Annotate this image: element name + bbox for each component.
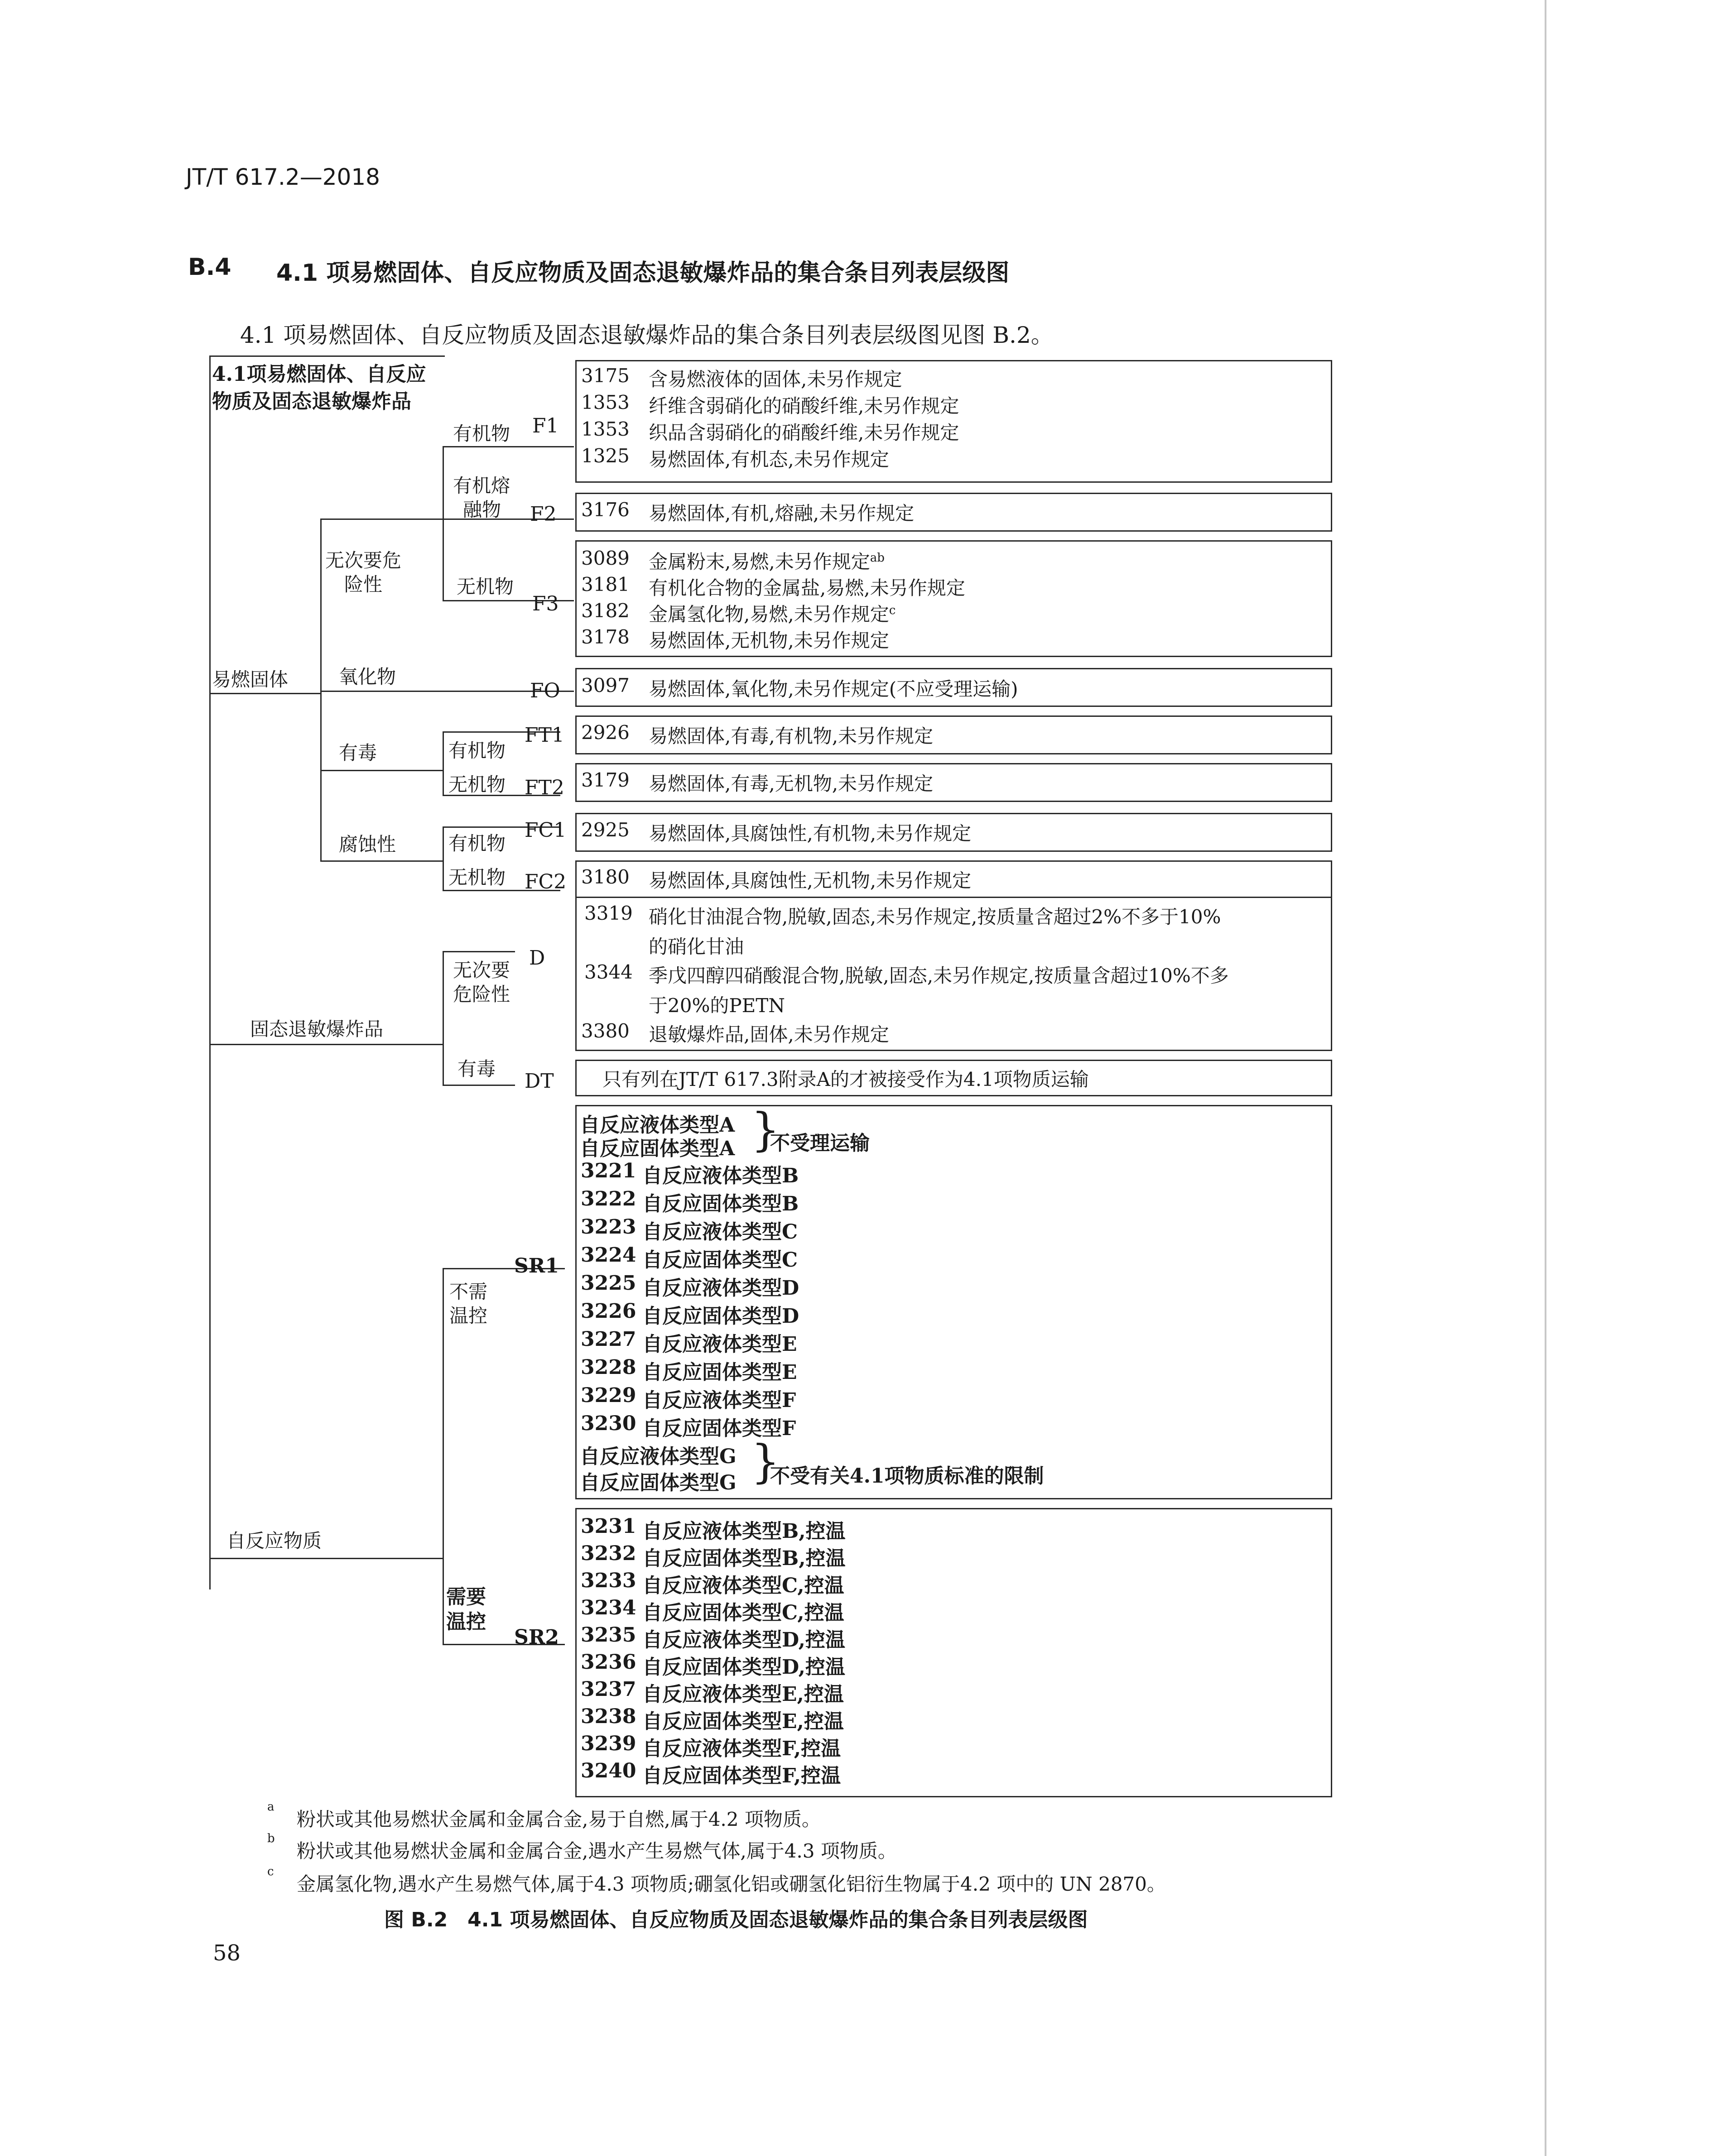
sr1-g-solid: 自反应固体类型G: [580, 1471, 737, 1494]
code-f1: F1: [532, 414, 559, 437]
sr1-a-note: 不受理运输: [770, 1132, 870, 1155]
footnote-mark-c: c: [267, 1865, 274, 1878]
f3-name-3: 金属氢化物,易燃,未另作规定$^c$: [649, 603, 896, 625]
sr1-un-8: 3228: [581, 1356, 636, 1379]
inorganic-label: 无机物: [457, 576, 514, 598]
footnote-a: 粉状或其他易燃状金属和金属合金,易于自燃,属于4.2 项物质。: [297, 1808, 821, 1830]
toxic-vertical: [443, 731, 444, 795]
no-sub-risk-vertical: [443, 446, 444, 600]
sr1-un-7: 3227: [581, 1328, 636, 1351]
d-line: [443, 951, 515, 952]
f1-name-4: 易燃固体,有机态,未另作规定: [649, 448, 889, 471]
sr2-un-9: 3239: [581, 1732, 636, 1755]
f3-un-2: 3181: [581, 573, 630, 595]
sr1-g-note: 不受有关4.1项物质标准的限制: [770, 1465, 1044, 1488]
f1-un-3: 1353: [581, 418, 630, 440]
standard-code: JT/T 617.2—2018: [186, 164, 380, 190]
sr2-un-10: 3240: [581, 1759, 636, 1782]
footnote-mark-b: b: [267, 1832, 275, 1845]
sr1-un-6: 3226: [581, 1300, 636, 1323]
code-d: D: [529, 946, 545, 970]
code-f3: F3: [532, 592, 559, 615]
sr2-name-3: 自反应液体类型C,控温: [642, 1574, 844, 1597]
d-name-1a: 硝化甘油混合物,脱敏,固态,未另作规定,按质量含超过2%不多于10%: [649, 906, 1221, 928]
ft2-name: 易燃固体,有毒,无机物,未另作规定: [649, 773, 934, 795]
code-f2: F2: [530, 503, 557, 526]
f1-un-4: 1325: [581, 445, 630, 467]
f1-un-1: 3175: [581, 365, 630, 387]
d-name-3: 退敏爆炸品,固体,未另作规定: [649, 1023, 889, 1046]
organic-label: 有机物: [453, 423, 510, 445]
f3-name-1: 金属粉末,易燃,未另作规定$^{ab}$: [649, 551, 885, 573]
f1-name-3: 织品含弱硝化的硝酸纤维,未另作规定: [649, 422, 959, 444]
sr1-name-8: 自反应固体类型E: [642, 1361, 797, 1384]
f1-name-1: 含易燃液体的固体,未另作规定: [649, 368, 902, 390]
sr2-name-8: 自反应固体类型E,控温: [642, 1710, 844, 1733]
figure-caption: 图 B.2 4.1 项易燃固体、自反应物质及固态退敏爆炸品的集合条目列表层级图: [384, 1908, 1088, 1931]
desens-label: 固态退敏爆炸品: [250, 1018, 384, 1040]
corrosive-organic-label: 有机物: [448, 832, 506, 855]
sr1-un-9: 3229: [581, 1384, 636, 1407]
sr2-un-8: 3238: [581, 1705, 636, 1728]
desens-vertical: [443, 951, 444, 1085]
root-label-line1: 4.1项易燃固体、自反应: [212, 363, 426, 386]
f3-un-1: 3089: [581, 547, 630, 569]
f3-name-2: 有机化合物的金属盐,易燃,未另作规定: [649, 577, 965, 599]
desens-line: [209, 1044, 443, 1045]
f3-un-3: 3182: [581, 600, 630, 622]
f1-line: [443, 446, 574, 447]
sr2-name-2: 自反应固体类型B,控温: [642, 1547, 846, 1570]
f3-name-4: 易燃固体,无机物,未另作规定: [649, 629, 889, 652]
fc1-name: 易燃固体,具腐蚀性,有机物,未另作规定: [649, 822, 972, 845]
no-temp-label-2: 温控: [449, 1305, 488, 1327]
footnote-b: 粉状或其他易燃状金属和金属合金,遇水产生易燃气体,属于4.3 项物质。: [297, 1840, 897, 1862]
sr1-un-1: 3221: [581, 1159, 636, 1182]
code-fo: FO: [530, 679, 560, 702]
d-name-2b: 于20%的PETN: [649, 994, 785, 1017]
fc1-un: 2925: [581, 819, 630, 841]
sr2-un-4: 3234: [581, 1596, 636, 1619]
ft1-name: 易燃固体,有毒,有机物,未另作规定: [649, 725, 934, 747]
fo-name: 易燃固体,氧化物,未另作规定(不应受理运输): [649, 678, 1018, 700]
d-un-1: 3319: [584, 902, 633, 924]
sr1-name-2: 自反应固体类型B: [642, 1192, 799, 1215]
root-label-line2: 物质及固态退敏爆炸品: [212, 390, 411, 413]
organic-melt-label-1: 有机熔: [453, 475, 510, 497]
code-fc2: FC2: [525, 870, 567, 893]
ft2-un: 3179: [581, 769, 630, 791]
sr2-name-4: 自反应固体类型C,控温: [642, 1601, 844, 1624]
brace-a: }: [751, 1103, 780, 1156]
self-react-vertical: [443, 1268, 444, 1644]
sr1-name-9: 自反应液体类型F: [642, 1389, 796, 1412]
tree-spine: [209, 355, 211, 1589]
sr1-a-solid: 自反应固体类型A: [580, 1137, 735, 1160]
f2-un: 3176: [581, 499, 630, 521]
d-name-2a: 季戊四醇四硝酸混合物,脱敏,固态,未另作规定,按质量含超过10%不多: [649, 965, 1229, 987]
fc2-un: 3180: [581, 866, 630, 888]
no-sub-risk-label-1: 无次要危: [325, 549, 402, 571]
sr1-name-5: 自反应液体类型D: [642, 1277, 799, 1300]
f2-name: 易燃固体,有机,熔融,未另作规定: [649, 502, 915, 524]
dt-text: 只有列在JT/T 617.3附录A的才被接受作为4.1项物质运输: [602, 1068, 1089, 1090]
sr1-un-4: 3224: [581, 1244, 636, 1267]
ft1-un: 2926: [581, 721, 630, 744]
sr1-name-7: 自反应液体类型E: [642, 1333, 797, 1356]
sr2-un-3: 3233: [581, 1569, 636, 1592]
sr2-name-7: 自反应液体类型E,控温: [642, 1683, 844, 1706]
d-un-2: 3344: [584, 961, 633, 983]
toxic-line: [320, 770, 443, 771]
root-top-line: [209, 355, 445, 357]
toxic-inorganic-label: 无机物: [448, 773, 506, 796]
sr1-un-5: 3225: [581, 1272, 636, 1295]
sr1-name-10: 自反应固体类型F: [642, 1417, 796, 1440]
sr1-name-6: 自反应固体类型D: [642, 1305, 799, 1328]
self-react-line: [209, 1558, 443, 1559]
code-ft2: FT2: [525, 776, 564, 799]
section-number: B.4: [188, 254, 231, 281]
sr1-name-4: 自反应固体类型C: [642, 1248, 798, 1272]
footnote-mark-a: a: [267, 1800, 274, 1814]
organic-melt-label-2: 融物: [463, 499, 501, 521]
corrosive-label: 腐蚀性: [339, 833, 396, 855]
sr2-un-1: 3231: [581, 1515, 636, 1538]
toxic-organic-label: 有机物: [448, 739, 506, 762]
flam-solid-label: 易燃固体: [212, 668, 289, 691]
no-temp-label-1: 不需: [449, 1281, 488, 1303]
no-sub-risk-line: [320, 519, 443, 520]
section-lead-text: 4.1 项易燃固体、自反应物质及固态退敏爆炸品的集合条目列表层级图见图 B.2。: [240, 322, 1054, 348]
page-edge-line: [1545, 0, 1546, 2156]
sr2-name-10: 自反应固体类型F,控温: [642, 1764, 841, 1787]
desens-toxic-label: 有毒: [457, 1058, 496, 1080]
sr1-a-liquid: 自反应液体类型A: [580, 1114, 735, 1137]
fc2-name: 易燃固体,具腐蚀性,无机物,未另作规定: [649, 869, 972, 892]
footnote-c: 金属氢化物,遇水产生易燃气体,属于4.3 项物质;硼氢化铝或硼氢化铝衍生物属于4.2 项中的 UN 2870。: [297, 1873, 1166, 1895]
code-fc1: FC1: [525, 819, 567, 842]
sr2-name-9: 自反应液体类型F,控温: [642, 1737, 841, 1760]
f3-un-4: 3178: [581, 626, 630, 648]
toxic-label: 有毒: [339, 742, 377, 764]
f1-name-2: 纤维含弱硝化的硝酸纤维,未另作规定: [649, 395, 959, 417]
flam-solid-vertical: [320, 519, 322, 860]
sr2-name-6: 自反应固体类型D,控温: [642, 1656, 845, 1679]
sr2-un-6: 3236: [581, 1651, 636, 1674]
code-sr1: SR1: [514, 1254, 559, 1277]
sr1-un-3: 3223: [581, 1215, 636, 1239]
temp-label-1: 需要: [446, 1585, 486, 1609]
corrosive-vertical: [443, 826, 444, 890]
corrosive-line: [320, 860, 443, 862]
flam-solid-line: [209, 693, 320, 694]
corrosive-inorganic-label: 无机物: [448, 866, 506, 888]
code-ft1: FT1: [525, 724, 564, 747]
sr1-un-2: 3222: [581, 1187, 636, 1210]
no-sub-risk-label-2: 险性: [344, 573, 383, 595]
sr1-g-liquid: 自反应液体类型G: [580, 1445, 737, 1468]
sr1-name-3: 自反应液体类型C: [642, 1220, 798, 1244]
page-number: 58: [213, 1940, 241, 1966]
sr2-un-5: 3235: [581, 1623, 636, 1647]
code-dt: DT: [525, 1070, 554, 1093]
sr1-name-1: 自反应液体类型B: [642, 1164, 799, 1187]
sr2-name-1: 自反应液体类型B,控温: [642, 1520, 846, 1543]
temp-label-2: 温控: [446, 1610, 486, 1633]
desens-nosub-label-2: 危险性: [453, 983, 510, 1005]
d-un-3: 3380: [581, 1020, 630, 1042]
fo-un: 3097: [581, 674, 630, 696]
f1-un-2: 1353: [581, 391, 630, 413]
dt-line: [443, 1085, 515, 1086]
oxidizing-label: 氧化物: [339, 666, 396, 688]
sr2-un-7: 3237: [581, 1678, 636, 1701]
sr1-un-10: 3230: [581, 1412, 636, 1435]
sr2-un-2: 3232: [581, 1542, 636, 1565]
sr2-name-5: 自反应液体类型D,控温: [642, 1628, 845, 1652]
code-sr2: SR2: [514, 1626, 559, 1649]
d-name-1b: 的硝化甘油: [649, 936, 744, 958]
self-react-label: 自反应物质: [226, 1530, 322, 1552]
desens-nosub-label-1: 无次要: [453, 959, 510, 981]
brace-g: }: [751, 1435, 780, 1488]
section-title: 4.1 项易燃固体、自反应物质及固态退敏爆炸品的集合条目列表层级图: [276, 259, 1010, 287]
